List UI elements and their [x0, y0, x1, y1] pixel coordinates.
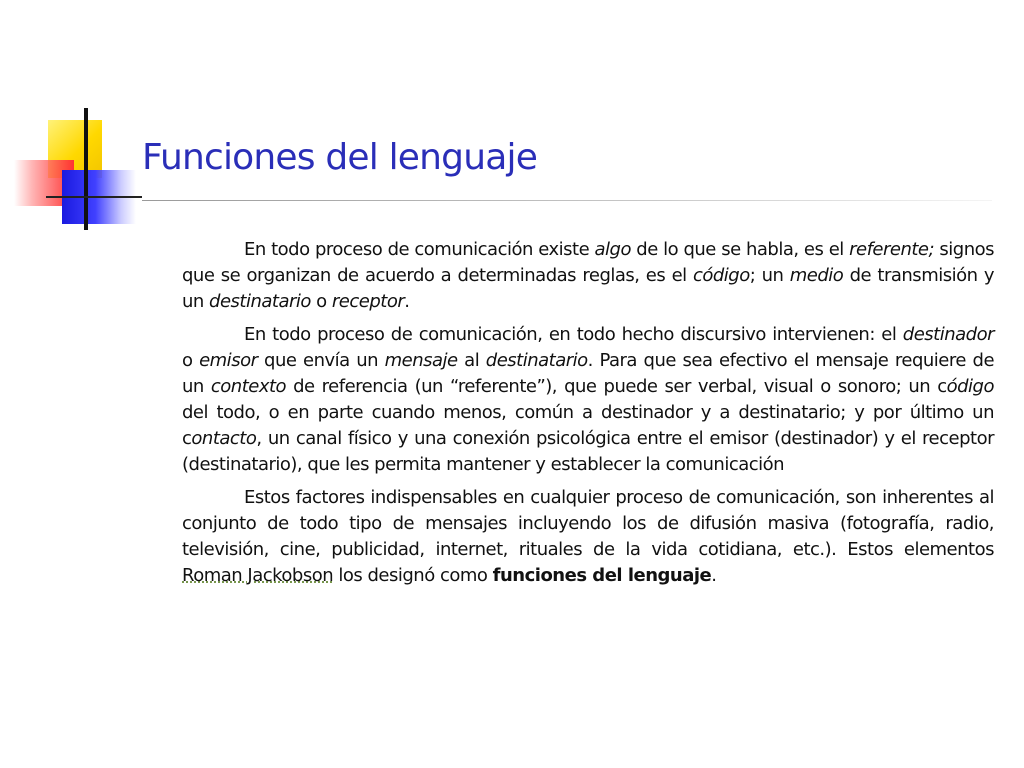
italic-term: emisor [199, 350, 258, 371]
italic-term: medio [789, 265, 844, 286]
paragraph-3 [182, 485, 994, 589]
text-run: que envía un [257, 350, 385, 371]
title-divider [142, 200, 992, 201]
italic-term: destinatario [485, 350, 588, 371]
slide-body [182, 237, 994, 596]
text-run: ; un [749, 265, 790, 286]
italic-term: contexto [210, 376, 287, 397]
italic-term: ontacto [191, 428, 257, 449]
italic-term: ódigo [946, 376, 994, 397]
decorative-squares [0, 0, 160, 240]
author-name: Roman Jackobson [182, 565, 334, 586]
italic-term: destinador [902, 324, 994, 345]
text-run: de transmisión y un [182, 265, 994, 312]
paragraph-2 [182, 322, 994, 478]
text-run: En todo proceso de comunicación, en todo hecho discursivo intervienen: el [244, 324, 903, 345]
text-run: signos que se organizan de acuerdo a determinadas reglas, es el [182, 239, 995, 286]
slide-title: Funciones del lenguaje [142, 137, 538, 178]
text-run: . Para que sea efectivo el mensaje requiere de un [182, 350, 995, 397]
text-run: . [404, 291, 410, 312]
italic-term: receptor [331, 291, 405, 312]
text-run: de lo que se habla, es el [630, 239, 850, 260]
text-run: del todo, o en parte cuando menos, común a destinador y a destinatario; y por último un c [182, 402, 994, 449]
horizontal-line [46, 196, 142, 198]
italic-term: mensaje [384, 350, 458, 371]
text-run: los designó como [333, 565, 493, 586]
italic-term: código [692, 265, 750, 286]
italic-term: destinatario [209, 291, 311, 312]
text-run: o [182, 350, 200, 371]
text-run: Estos factores indispensables en cualquier proceso de comunicación, son inherentes al conjunto de todo tipo de mensajes incluyendo los de difusión masiva (fotografía, radio, televisión, cine, publicidad, internet, rituales de la vida cotidiana, etc.). Estos elementos [182, 487, 994, 560]
text-run: En todo proceso de comunicación existe [244, 239, 595, 260]
italic-term: algo [594, 239, 631, 260]
italic-term: referente; [849, 239, 935, 260]
vertical-line [84, 108, 88, 230]
text-run: o [310, 291, 332, 312]
text-run: . [711, 565, 717, 586]
text-run: de referencia (un “referente”), que puede ser verbal, visual o sonoro; un c [286, 376, 947, 397]
text-run: , un canal físico y una conexión psicológica entre el emisor (destinador) y el receptor (destinatario), que les permita mantener y establecer la comunicación [182, 428, 994, 475]
bold-term: funciones del lenguaje [492, 565, 712, 586]
text-run: al [457, 350, 486, 371]
paragraph-1 [182, 237, 994, 315]
